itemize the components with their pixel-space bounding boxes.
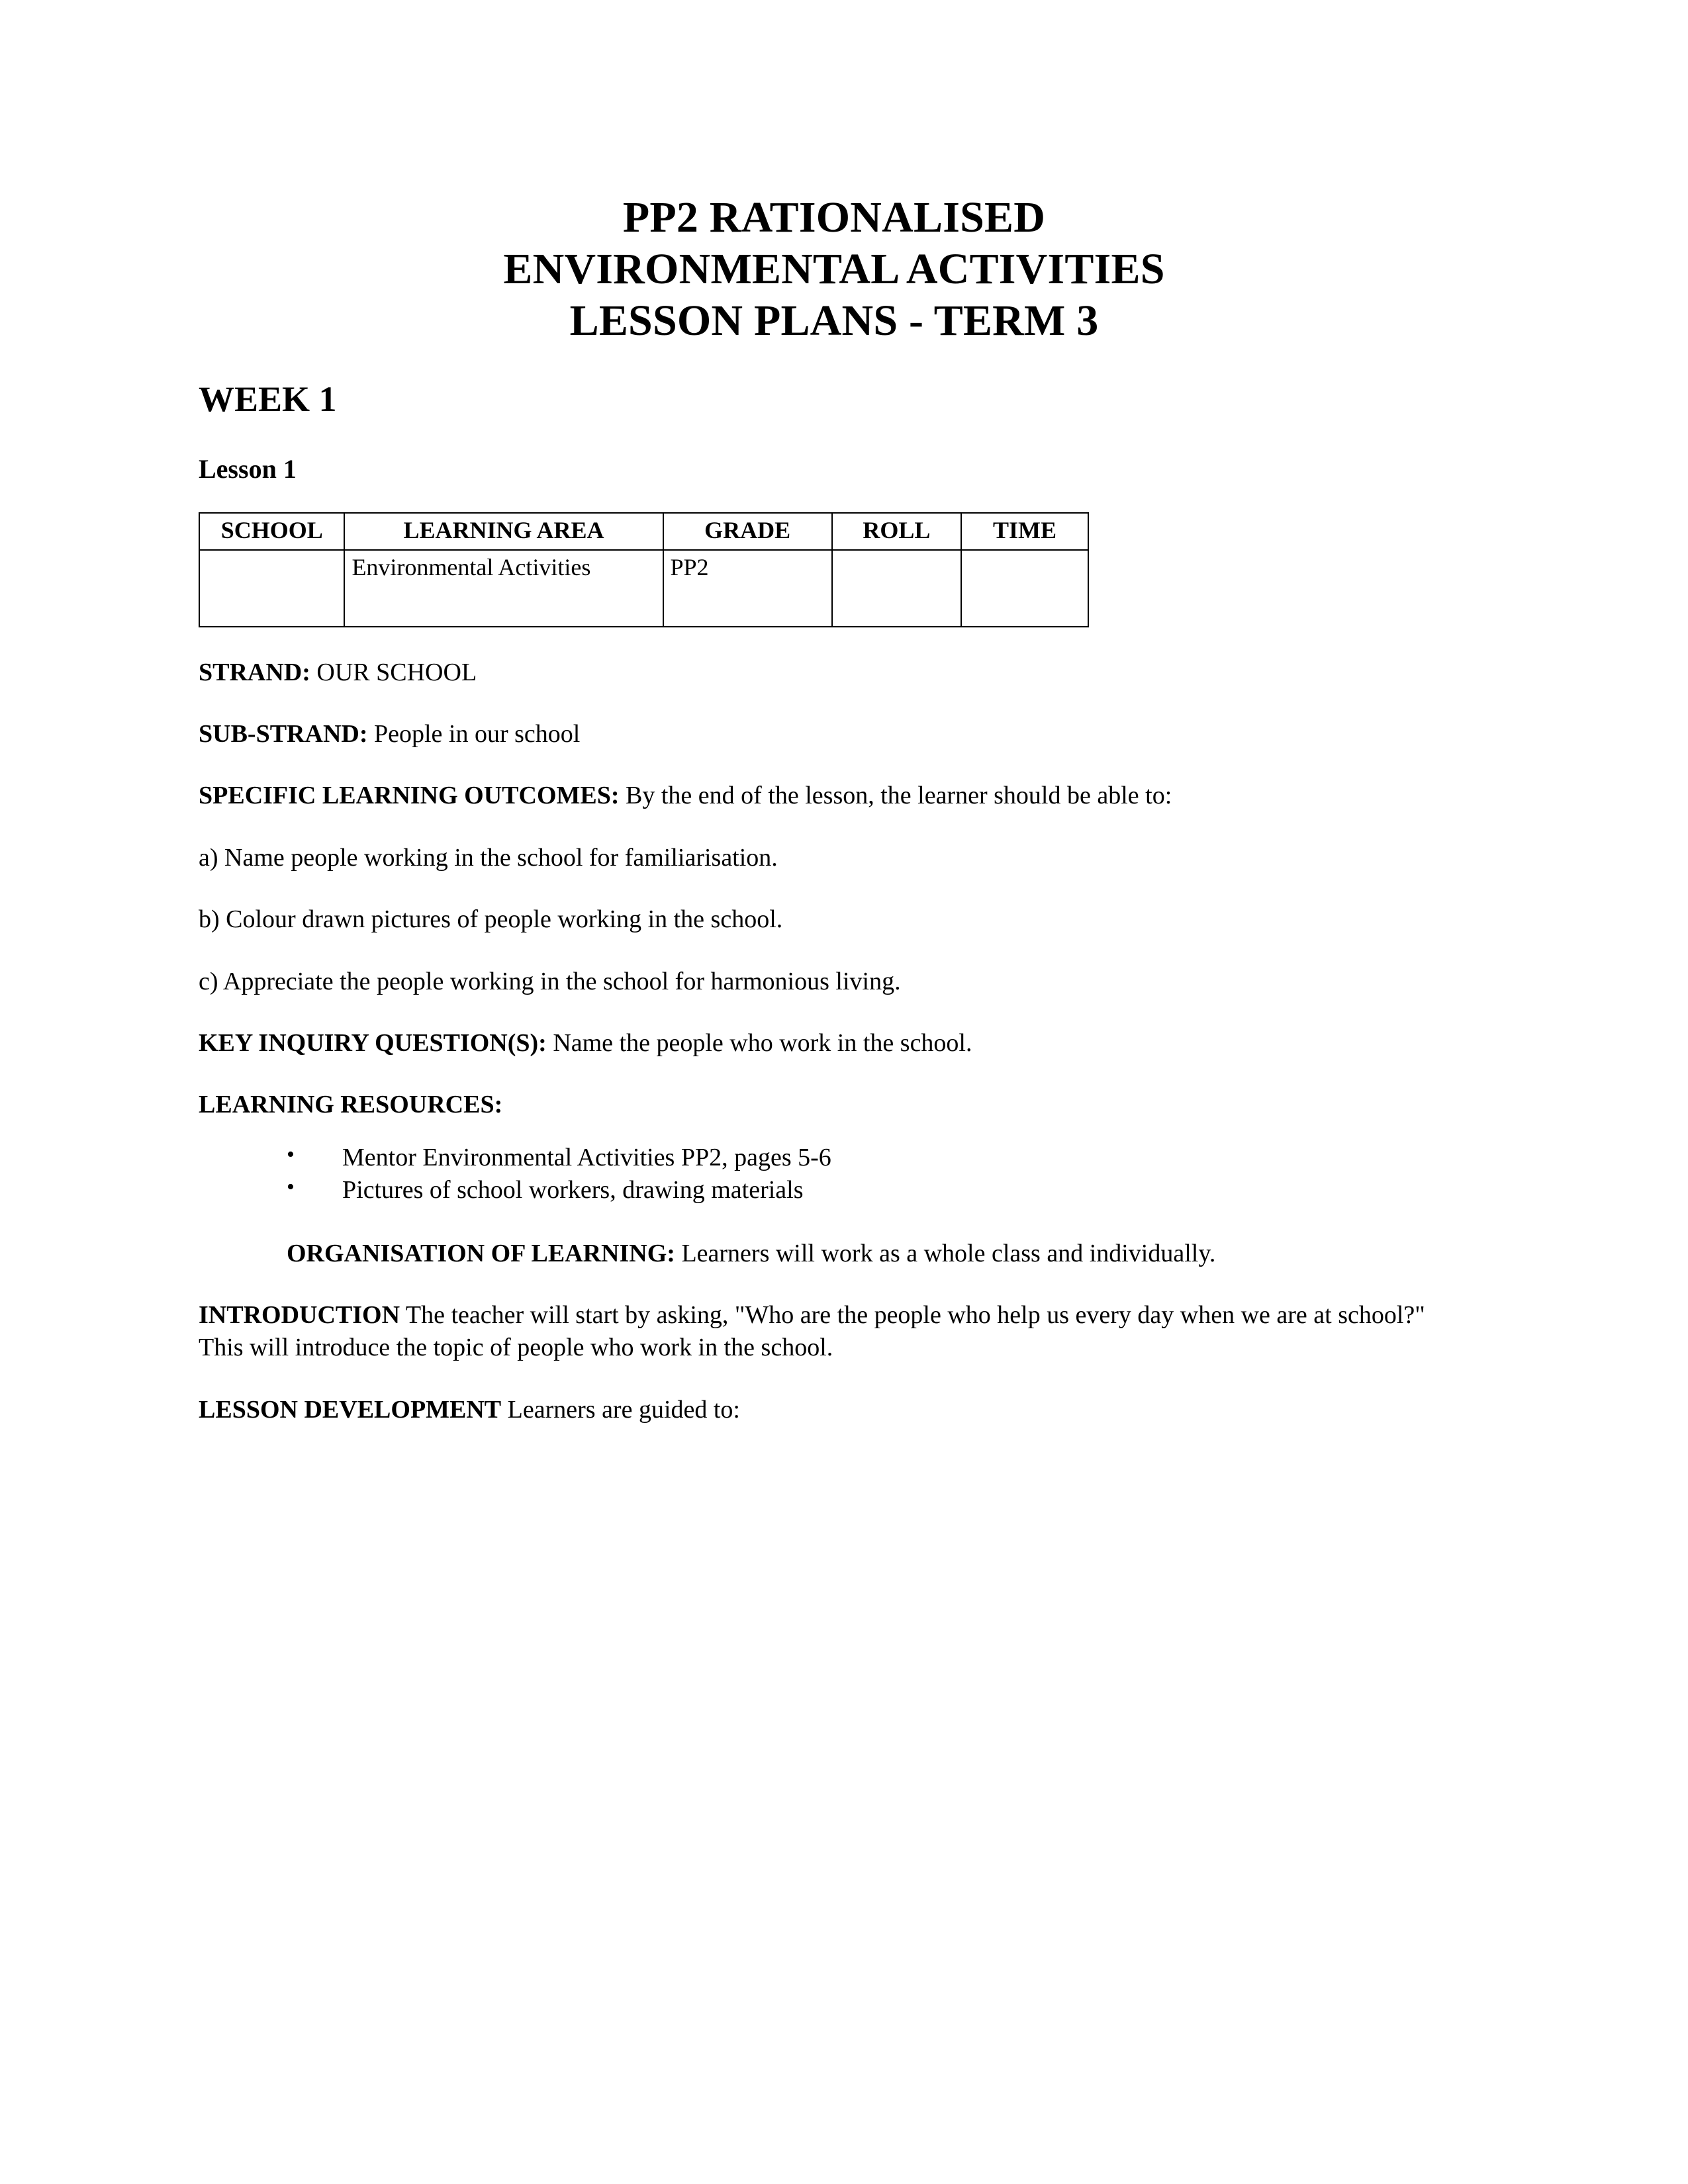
lesson-development-paragraph [199,1394,1456,1426]
cell-roll[interactable] [832,550,961,627]
table-header-grade: GRADE [663,513,832,550]
cell-learning-area[interactable]: Environmental Activities [344,550,663,627]
title-line-2: ENVIRONMENTAL ACTIVITIES [503,244,1165,293]
table-header-school: SCHOOL [199,513,344,550]
specific-learning-outcomes-paragraph [199,780,1456,812]
cell-time[interactable] [961,550,1088,627]
strand-paragraph [199,657,1456,689]
table-header-roll: ROLL [832,513,961,550]
cell-grade[interactable]: PP2 [663,550,832,627]
sub-strand-value: People in our school [373,720,581,749]
table-header-row [199,513,1088,550]
key-inquiry-label: KEY INQUIRY QUESTION(S): [199,1028,547,1057]
organisation-of-learning-label: ORGANISATION OF LEARNING: [287,1239,675,1267]
learning-resources-list [199,1142,1470,1207]
introduction-label: INTRODUCTION [199,1300,400,1329]
lesson-heading: Lesson 1 [199,453,297,484]
strand-value: OUR SCHOOL [316,658,477,686]
table-row [199,550,1088,627]
table-header-learning-area: LEARNING AREA [344,513,663,550]
list-item: • Pictures of school workers, drawing materials [287,1174,1470,1206]
organisation-of-learning-value: Learners will work as a whole class and individually. [681,1239,1216,1267]
page-title [199,192,1470,347]
list-item: • Mentor Environmental Activities PP2, pages 5-6 [287,1142,1470,1174]
specific-learning-outcomes-value: By the end of the lesson, the learner should be able to: [626,782,1172,810]
lesson-development-value: Learners are guided to: [507,1395,740,1424]
sub-strand-paragraph [199,718,1456,751]
lesson-info-table [199,512,1089,627]
introduction-value: The teacher will start by asking, "Who are the people who help us every day when we are at school?" This will introduce the topic of people who work in the school. [199,1300,1425,1362]
organisation-of-learning-paragraph [287,1238,1372,1270]
week-heading: WEEK 1 [199,379,337,419]
cell-school[interactable] [199,550,344,627]
outcome-item-a: a) Name people working in the school for familiarisation. [199,843,778,872]
lesson-development-label: LESSON DEVELOPMENT [199,1395,502,1424]
learning-resources-heading [199,1089,1456,1121]
key-inquiry-value: Name the people who work in the school. [553,1028,972,1057]
table-header-time: TIME [961,513,1088,550]
title-line-1: PP2 RATIONALISED [622,193,1046,242]
title-line-3: LESSON PLANS - TERM 3 [569,296,1099,345]
strand-label: STRAND: [199,658,310,686]
outcome-item-c: c) Appreciate the people working in the school for harmonious living. [199,967,901,995]
key-inquiry-paragraph [199,1027,1456,1060]
sub-strand-label: SUB-STRAND: [199,720,368,749]
outcome-item-b: b) Colour drawn pictures of people working in the school. [199,905,783,934]
learning-resources-label: LEARNING RESOURCES: [199,1091,503,1119]
introduction-paragraph [199,1299,1456,1365]
specific-learning-outcomes-label: SPECIFIC LEARNING OUTCOMES: [199,782,620,810]
